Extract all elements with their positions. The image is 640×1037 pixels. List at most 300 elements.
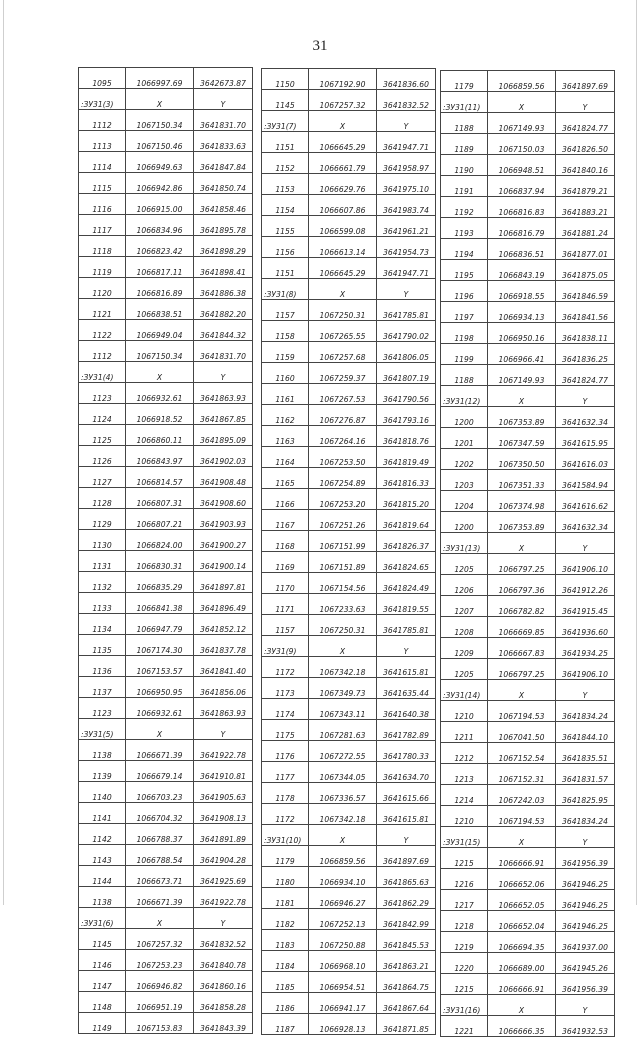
- point-number: 1185: [262, 972, 309, 993]
- point-number: 1136: [79, 656, 126, 677]
- x-coordinate: 1066599.08: [309, 216, 377, 237]
- y-coordinate: 3641850.74: [194, 173, 253, 194]
- y-coordinate: 3641932.53: [556, 1016, 615, 1037]
- x-coordinate: 1066679.14: [126, 761, 194, 782]
- point-number: 1131: [79, 551, 126, 572]
- coordinate-row: [441, 554, 615, 575]
- x-coordinate: 1066860.11: [126, 425, 194, 446]
- x-coordinate: 1066797.25: [488, 659, 556, 680]
- y-coordinate: 3641824.49: [377, 573, 436, 594]
- point-number: 1161: [262, 384, 309, 405]
- x-coordinate: 1067267.53: [309, 384, 377, 405]
- x-coordinate: 1066951.19: [126, 992, 194, 1013]
- y-coordinate: 3641954.73: [377, 237, 436, 258]
- coordinate-row: [441, 764, 615, 785]
- x-coordinate: 1067344.05: [309, 762, 377, 783]
- point-number: 1147: [79, 971, 126, 992]
- point-number: 1170: [262, 573, 309, 594]
- coordinate-row: [441, 323, 615, 344]
- x-coordinate: 1066652.05: [488, 890, 556, 911]
- coordinates-table-column-3: [440, 70, 615, 1037]
- coordinate-row: [262, 363, 436, 384]
- y-coordinate: 3641818.76: [377, 426, 436, 447]
- parcel-header-row: [262, 636, 436, 657]
- coordinate-row: [79, 341, 253, 362]
- x-coordinate: 1066950.95: [126, 677, 194, 698]
- x-coordinate: 1067251.26: [309, 510, 377, 531]
- x-coordinate: 1066782.82: [488, 596, 556, 617]
- coordinate-row: [441, 344, 615, 365]
- y-coordinate: 3641906.10: [556, 659, 615, 680]
- point-number: 1118: [79, 236, 126, 257]
- y-coordinate: 3641975.10: [377, 174, 436, 195]
- y-coordinate: 3641865.63: [377, 867, 436, 888]
- coordinate-row: [79, 131, 253, 152]
- point-number: 1156: [262, 237, 309, 258]
- point-number: 1128: [79, 488, 126, 509]
- point-number: 1202: [441, 449, 488, 470]
- x-coordinate: 1067154.56: [309, 573, 377, 594]
- y-coordinate: 3641840.78: [194, 950, 253, 971]
- point-number: 1207: [441, 596, 488, 617]
- x-coordinate: 1067152.54: [488, 743, 556, 764]
- y-coordinate: 3641867.64: [377, 993, 436, 1014]
- x-coordinate: 1067272.55: [309, 741, 377, 762]
- x-coordinate: 1066859.56: [488, 71, 556, 92]
- coordinate-row: [262, 762, 436, 783]
- y-coordinate: 3641634.70: [377, 762, 436, 783]
- point-number: 1196: [441, 281, 488, 302]
- point-number: 1204: [441, 491, 488, 512]
- coordinate-row: [262, 930, 436, 951]
- y-coordinate: 3641910.81: [194, 761, 253, 782]
- coordinate-row: [262, 468, 436, 489]
- coordinate-row: [441, 785, 615, 806]
- y-header: Y: [377, 825, 436, 846]
- coordinate-row: [441, 932, 615, 953]
- coordinate-row: [262, 384, 436, 405]
- x-header: X: [126, 719, 194, 740]
- point-number: 1132: [79, 572, 126, 593]
- x-header: X: [309, 825, 377, 846]
- coordinate-row: [79, 173, 253, 194]
- coordinate-row: [79, 551, 253, 572]
- coordinate-row: [262, 552, 436, 573]
- point-number: 1180: [262, 867, 309, 888]
- coordinate-row: [79, 992, 253, 1013]
- y-coordinate: 3641615.81: [377, 804, 436, 825]
- point-number: 1144: [79, 866, 126, 887]
- x-coordinate: 1066934.10: [309, 867, 377, 888]
- coordinate-row: [441, 155, 615, 176]
- y-coordinate: 3641831.70: [194, 341, 253, 362]
- coordinate-row: [262, 909, 436, 930]
- point-number: 1134: [79, 614, 126, 635]
- y-coordinate: 3641841.40: [194, 656, 253, 677]
- coordinate-row: [441, 575, 615, 596]
- coordinate-row: [262, 489, 436, 510]
- coordinate-row: [79, 320, 253, 341]
- coordinate-row: [262, 426, 436, 447]
- point-number: 1113: [79, 131, 126, 152]
- coordinate-row: [262, 783, 436, 804]
- coordinate-row: [441, 953, 615, 974]
- x-coordinate: 1067351.33: [488, 470, 556, 491]
- y-coordinate: 3641904.28: [194, 845, 253, 866]
- x-coordinate: 1066954.51: [309, 972, 377, 993]
- y-coordinate: 3641958.97: [377, 153, 436, 174]
- coordinate-row: [441, 890, 615, 911]
- parcel-header-row: [79, 908, 253, 929]
- coordinate-row: [79, 761, 253, 782]
- y-coordinate: 3641615.66: [377, 783, 436, 804]
- x-coordinate: 1066946.82: [126, 971, 194, 992]
- x-coordinate: 1066947.79: [126, 614, 194, 635]
- point-number: 1194: [441, 239, 488, 260]
- y-coordinate: 3641882.20: [194, 299, 253, 320]
- y-coordinate: 3641816.33: [377, 468, 436, 489]
- y-coordinate: 3641836.25: [556, 344, 615, 365]
- coordinate-row: [441, 659, 615, 680]
- x-coordinate: 1066918.55: [488, 281, 556, 302]
- coordinate-row: [262, 174, 436, 195]
- coordinate-row: [262, 657, 436, 678]
- x-coordinate: 1067276.87: [309, 405, 377, 426]
- point-number: 1208: [441, 617, 488, 638]
- point-number: 1122: [79, 320, 126, 341]
- y-coordinate: 3641826.37: [377, 531, 436, 552]
- x-coordinate: 1067151.89: [309, 552, 377, 573]
- coordinate-row: [262, 573, 436, 594]
- parcel-id: :ЗУ31(8): [262, 279, 309, 300]
- point-number: 1157: [262, 615, 309, 636]
- y-coordinate: 3641819.64: [377, 510, 436, 531]
- x-coordinate: 1067253.20: [309, 489, 377, 510]
- y-coordinate: 3641877.01: [556, 239, 615, 260]
- point-number: 1177: [262, 762, 309, 783]
- coordinate-row: [79, 425, 253, 446]
- point-number: 1206: [441, 575, 488, 596]
- point-number: 1210: [441, 701, 488, 722]
- coordinate-row: [79, 236, 253, 257]
- y-coordinate: 3641895.09: [194, 425, 253, 446]
- x-coordinate: 1067192.90: [309, 69, 377, 90]
- x-header: X: [309, 111, 377, 132]
- point-number: 1148: [79, 992, 126, 1013]
- y-coordinate: 3641824.77: [556, 365, 615, 386]
- point-number: 1172: [262, 804, 309, 825]
- y-coordinate: 3641983.74: [377, 195, 436, 216]
- x-header: X: [309, 636, 377, 657]
- coordinate-row: [262, 132, 436, 153]
- y-coordinate: 3641843.39: [194, 1013, 253, 1034]
- coordinate-row: [79, 509, 253, 530]
- y-coordinate: 3641824.77: [556, 113, 615, 134]
- x-coordinate: 1067242.03: [488, 785, 556, 806]
- parcel-id: :ЗУ31(12): [441, 386, 488, 407]
- y-coordinate: 3641945.26: [556, 953, 615, 974]
- y-coordinate: 3641875.05: [556, 260, 615, 281]
- y-coordinate: 3641908.60: [194, 488, 253, 509]
- point-number: 1178: [262, 783, 309, 804]
- x-coordinate: 1067257.32: [309, 90, 377, 111]
- x-coordinate: 1066797.36: [488, 575, 556, 596]
- x-coordinate: 1067264.16: [309, 426, 377, 447]
- coordinate-row: [262, 993, 436, 1014]
- x-coordinate: 1066817.11: [126, 257, 194, 278]
- page-number: 31: [312, 38, 328, 54]
- y-coordinate: 3641858.28: [194, 992, 253, 1013]
- page-edge-left: [3, 0, 4, 905]
- parcel-id: :ЗУ31(16): [441, 995, 488, 1016]
- x-coordinate: 1067250.31: [309, 615, 377, 636]
- x-coordinate: 1066788.54: [126, 845, 194, 866]
- y-coordinate: 3641632.34: [556, 512, 615, 533]
- point-number: 1203: [441, 470, 488, 491]
- coordinate-row: [441, 701, 615, 722]
- point-number: 1205: [441, 659, 488, 680]
- point-number: 1120: [79, 278, 126, 299]
- y-coordinate: 3641898.41: [194, 257, 253, 278]
- x-coordinate: 1067250.31: [309, 300, 377, 321]
- coordinate-row: [79, 488, 253, 509]
- point-number: 1154: [262, 195, 309, 216]
- point-number: 1138: [79, 887, 126, 908]
- point-number: 1141: [79, 803, 126, 824]
- parcel-id: :ЗУ31(3): [79, 89, 126, 110]
- coordinate-row: [262, 615, 436, 636]
- point-number: 1210: [441, 806, 488, 827]
- y-coordinate: 3641860.16: [194, 971, 253, 992]
- x-coordinate: 1066671.39: [126, 740, 194, 761]
- x-coordinate: 1067349.73: [309, 678, 377, 699]
- y-coordinate: 3641922.78: [194, 887, 253, 908]
- point-number: 1175: [262, 720, 309, 741]
- coordinate-row: [79, 950, 253, 971]
- coordinate-row: [262, 510, 436, 531]
- y-coordinate: 3641832.52: [194, 929, 253, 950]
- y-coordinate: 3641832.52: [377, 90, 436, 111]
- coordinate-row: [79, 257, 253, 278]
- y-header: Y: [194, 719, 253, 740]
- x-coordinate: 1066932.61: [126, 383, 194, 404]
- x-coordinate: 1067342.18: [309, 804, 377, 825]
- point-number: 1150: [262, 69, 309, 90]
- x-coordinate: 1066932.61: [126, 698, 194, 719]
- parcel-id: :ЗУ31(6): [79, 908, 126, 929]
- y-coordinate: 3641881.24: [556, 218, 615, 239]
- y-coordinate: 3641615.81: [377, 657, 436, 678]
- coordinate-row: [262, 867, 436, 888]
- x-coordinate: 1066667.83: [488, 638, 556, 659]
- coordinate-row: [262, 405, 436, 426]
- parcel-header-row: [441, 680, 615, 701]
- point-number: 1183: [262, 930, 309, 951]
- y-coordinate: 3641905.63: [194, 782, 253, 803]
- point-number: 1124: [79, 404, 126, 425]
- y-coordinate: 3641616.03: [556, 449, 615, 470]
- y-coordinate: 3641846.59: [556, 281, 615, 302]
- y-header: Y: [194, 908, 253, 929]
- x-coordinate: 1066823.42: [126, 236, 194, 257]
- coordinate-row: [441, 869, 615, 890]
- x-coordinate: 1066807.21: [126, 509, 194, 530]
- x-coordinate: 1066934.13: [488, 302, 556, 323]
- x-coordinate: 1066949.63: [126, 152, 194, 173]
- coordinate-row: [441, 239, 615, 260]
- x-coordinate: 1067374.98: [488, 491, 556, 512]
- point-number: 1192: [441, 197, 488, 218]
- x-coordinate: 1067150.34: [126, 341, 194, 362]
- y-coordinate: 3641819.49: [377, 447, 436, 468]
- coordinates-table-column-1: [78, 67, 253, 1034]
- y-coordinate: 3641835.51: [556, 743, 615, 764]
- y-coordinate: 3641897.69: [377, 846, 436, 867]
- y-coordinate: 3641616.62: [556, 491, 615, 512]
- y-coordinate: 3641824.65: [377, 552, 436, 573]
- x-coordinate: 1066997.69: [126, 68, 194, 89]
- point-number: 1143: [79, 845, 126, 866]
- coordinate-row: [262, 300, 436, 321]
- point-number: 1213: [441, 764, 488, 785]
- point-number: 1114: [79, 152, 126, 173]
- parcel-id: :ЗУ31(14): [441, 680, 488, 701]
- point-number: 1163: [262, 426, 309, 447]
- y-coordinate: 3641883.21: [556, 197, 615, 218]
- x-coordinate: 1066807.31: [126, 488, 194, 509]
- x-coordinate: 1066652.06: [488, 869, 556, 890]
- x-coordinate: 1066841.38: [126, 593, 194, 614]
- y-coordinate: 3641819.55: [377, 594, 436, 615]
- point-number: 1220: [441, 953, 488, 974]
- x-coordinate: 1067257.68: [309, 342, 377, 363]
- coordinate-row: [441, 428, 615, 449]
- parcel-header-row: [441, 995, 615, 1016]
- point-number: 1197: [441, 302, 488, 323]
- point-number: 1117: [79, 215, 126, 236]
- y-coordinate: 3641900.14: [194, 551, 253, 572]
- y-coordinate: 3641896.49: [194, 593, 253, 614]
- y-coordinate: 3641836.60: [377, 69, 436, 90]
- x-coordinate: 1067259.37: [309, 363, 377, 384]
- x-coordinate: 1066968.10: [309, 951, 377, 972]
- x-coordinate: 1066703.23: [126, 782, 194, 803]
- y-coordinate: 3641615.95: [556, 428, 615, 449]
- y-header: Y: [556, 386, 615, 407]
- x-coordinate: 1067153.83: [126, 1013, 194, 1034]
- coordinate-row: [79, 635, 253, 656]
- coordinate-row: [79, 1013, 253, 1034]
- y-coordinate: 3641826.50: [556, 134, 615, 155]
- coordinate-row: [262, 258, 436, 279]
- y-coordinate: 3641956.39: [556, 974, 615, 995]
- y-coordinate: 3641937.00: [556, 932, 615, 953]
- point-number: 1152: [262, 153, 309, 174]
- parcel-header-row: [79, 362, 253, 383]
- point-number: 1164: [262, 447, 309, 468]
- coordinate-row: [441, 1016, 615, 1037]
- y-coordinate: 3641632.34: [556, 407, 615, 428]
- x-coordinate: 1067174.30: [126, 635, 194, 656]
- y-coordinate: 3641842.99: [377, 909, 436, 930]
- x-coordinate: 1066788.37: [126, 824, 194, 845]
- parcel-header-row: [79, 719, 253, 740]
- coordinate-row: [79, 677, 253, 698]
- point-number: 1149: [79, 1013, 126, 1034]
- coordinate-row: [262, 972, 436, 993]
- coordinate-row: [441, 260, 615, 281]
- coordinate-row: [79, 68, 253, 89]
- parcel-header-row: [262, 111, 436, 132]
- coordinate-row: [262, 321, 436, 342]
- y-coordinate: 3641815.20: [377, 489, 436, 510]
- y-coordinate: 3641847.84: [194, 152, 253, 173]
- x-coordinate: 1067150.34: [126, 110, 194, 131]
- x-coordinate: 1066816.79: [488, 218, 556, 239]
- coordinate-row: [79, 971, 253, 992]
- x-coordinate: 1066946.27: [309, 888, 377, 909]
- coordinate-row: [441, 638, 615, 659]
- x-coordinate: 1066666.91: [488, 974, 556, 995]
- point-number: 1126: [79, 446, 126, 467]
- coordinate-row: [79, 803, 253, 824]
- point-number: 1137: [79, 677, 126, 698]
- x-coordinate: 1067253.23: [126, 950, 194, 971]
- point-number: 1218: [441, 911, 488, 932]
- coordinate-row: [79, 698, 253, 719]
- coordinate-row: [441, 848, 615, 869]
- point-number: 1162: [262, 405, 309, 426]
- x-coordinate: 1067342.18: [309, 657, 377, 678]
- y-header: Y: [556, 827, 615, 848]
- coordinate-row: [79, 866, 253, 887]
- coordinate-row: [79, 656, 253, 677]
- point-number: 1193: [441, 218, 488, 239]
- point-number: 1211: [441, 722, 488, 743]
- point-number: 1095: [79, 68, 126, 89]
- x-coordinate: 1066915.00: [126, 194, 194, 215]
- point-number: 1188: [441, 113, 488, 134]
- x-coordinate: 1066942.86: [126, 173, 194, 194]
- y-header: Y: [194, 362, 253, 383]
- y-coordinate: 3641852.12: [194, 614, 253, 635]
- point-number: 1171: [262, 594, 309, 615]
- x-coordinate: 1067150.46: [126, 131, 194, 152]
- y-coordinate: 3641831.70: [194, 110, 253, 131]
- y-coordinate: 3641947.71: [377, 132, 436, 153]
- coordinate-row: [262, 69, 436, 90]
- parcel-id: :ЗУ31(5): [79, 719, 126, 740]
- x-coordinate: 1066814.57: [126, 467, 194, 488]
- x-coordinate: 1067254.89: [309, 468, 377, 489]
- point-number: 1129: [79, 509, 126, 530]
- y-coordinate: 3641863.93: [194, 698, 253, 719]
- coordinate-row: [79, 194, 253, 215]
- x-header: X: [488, 995, 556, 1016]
- point-number: 1142: [79, 824, 126, 845]
- x-header: X: [126, 89, 194, 110]
- y-coordinate: 3641841.56: [556, 302, 615, 323]
- x-coordinate: 1066666.35: [488, 1016, 556, 1037]
- point-number: 1173: [262, 678, 309, 699]
- y-coordinate: 3641946.25: [556, 869, 615, 890]
- x-header: X: [309, 279, 377, 300]
- point-number: 1155: [262, 216, 309, 237]
- parcel-header-row: [441, 533, 615, 554]
- coordinate-row: [79, 404, 253, 425]
- point-number: 1214: [441, 785, 488, 806]
- x-coordinate: 1066673.71: [126, 866, 194, 887]
